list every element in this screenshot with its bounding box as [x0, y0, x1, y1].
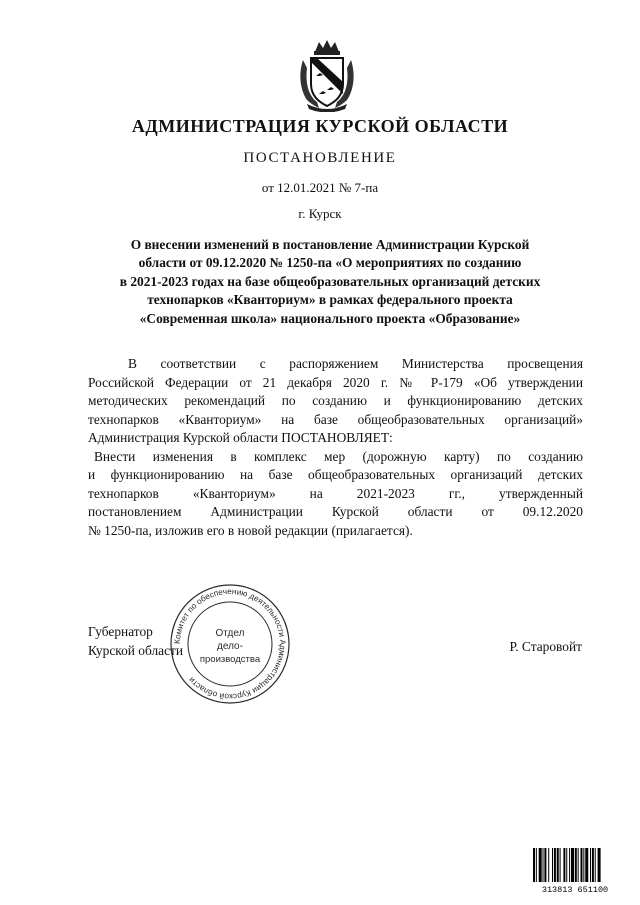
- barcode-bar: [571, 848, 574, 882]
- barcode-bar: [590, 848, 591, 882]
- body-line: и функционированию на базе общеобразовательных организаций детских: [88, 467, 583, 482]
- stamp-ring-text: Комитет по обеспечению деятельности Администрации Курской области: [172, 586, 288, 702]
- signatory-title-line: Губернатор: [88, 624, 153, 639]
- body-line: Российской Федерации от 21 декабря 2020 г. № Р-179 «Об утверждении: [88, 374, 583, 390]
- barcode: [533, 848, 617, 894]
- barcode-bar: [552, 848, 553, 882]
- signatory-title-line: Курской области: [88, 643, 184, 658]
- barcode-bar: [557, 848, 559, 882]
- barcode-bar: [544, 848, 546, 882]
- stamp-center-line: дело-: [217, 641, 243, 652]
- barcode-bar: [548, 848, 549, 882]
- document-type: ПОСТАНОВЛЕНИЕ: [243, 150, 397, 166]
- barcode-bar: [554, 848, 556, 882]
- subject-line: О внесении изменений в постановление Администрации Курской: [130, 237, 530, 252]
- body-line: технопарков «Кванториум» на 2021-2023 гг., утвержденный: [88, 485, 583, 501]
- coat-of-arms-icon: [297, 38, 357, 112]
- barcode-bar: [539, 848, 542, 882]
- barcode-bar: [578, 848, 579, 882]
- barcode-bar: [569, 848, 570, 882]
- barcode-bar: [560, 848, 561, 882]
- barcode-bar: [566, 848, 567, 882]
- barcode-number: 313813 651100: [541, 885, 609, 894]
- barcode-bar: [583, 848, 584, 882]
- subject-line: в 2021-2023 годах на базе общеобразовательных организаций детских: [119, 273, 541, 289]
- document-body: [88, 355, 583, 540]
- body-line: технопарков «Кванториум» на базе общеобразовательных организаций»: [88, 411, 583, 427]
- stamp-center-line: Отдел: [215, 628, 245, 639]
- barcode-bar: [592, 848, 594, 882]
- subject-line: области от 09.12.2020 № 1250-па «О мероприятиях по созданию: [138, 255, 522, 271]
- barcode-bar: [585, 848, 588, 882]
- barcode-bar: [595, 848, 596, 882]
- stamp-center-line: производства: [199, 654, 261, 665]
- barcode-icon: [533, 848, 617, 894]
- official-stamp: [168, 582, 292, 706]
- document-date-number: от 12.01.2021 № 7-па: [261, 180, 379, 195]
- barcode-bar: [533, 848, 535, 882]
- stamp-icon: [168, 582, 292, 706]
- organization-title: АДМИНИСТРАЦИЯ КУРСКОЙ ОБЛАСТИ: [131, 116, 509, 136]
- barcode-bar: [536, 848, 537, 882]
- document-city: г. Курск: [298, 206, 342, 221]
- body-line: Администрация Курской области ПОСТАНОВЛЯЕТ:: [88, 430, 393, 445]
- barcode-bar: [581, 848, 583, 882]
- body-line: постановлением Администрации Курской области от 09.12.2020: [88, 504, 583, 519]
- barcode-bar: [598, 848, 601, 882]
- coat-of-arms: [297, 38, 357, 112]
- subject-line: «Современная школа» национального проекта «Образование»: [139, 310, 521, 326]
- body-line: Внести изменения в комплекс мер (дорожную карту) по созданию: [94, 448, 583, 464]
- barcode-bar: [575, 848, 577, 882]
- barcode-bar: [543, 848, 544, 882]
- body-line: № 1250-па, изложив его в новой редакции (прилагается).: [88, 522, 413, 538]
- body-line: В соответствии с распоряжением Министерства просвещения: [128, 356, 583, 371]
- signatory-name: Р. Старовойт: [509, 639, 582, 654]
- document-subject: [95, 236, 565, 328]
- barcode-bar: [563, 848, 565, 882]
- body-line: методических рекомендаций по созданию и функционированию детских: [88, 393, 583, 408]
- subject-line: технопарков «Кванториум» в рамках федерального проекта: [147, 292, 513, 308]
